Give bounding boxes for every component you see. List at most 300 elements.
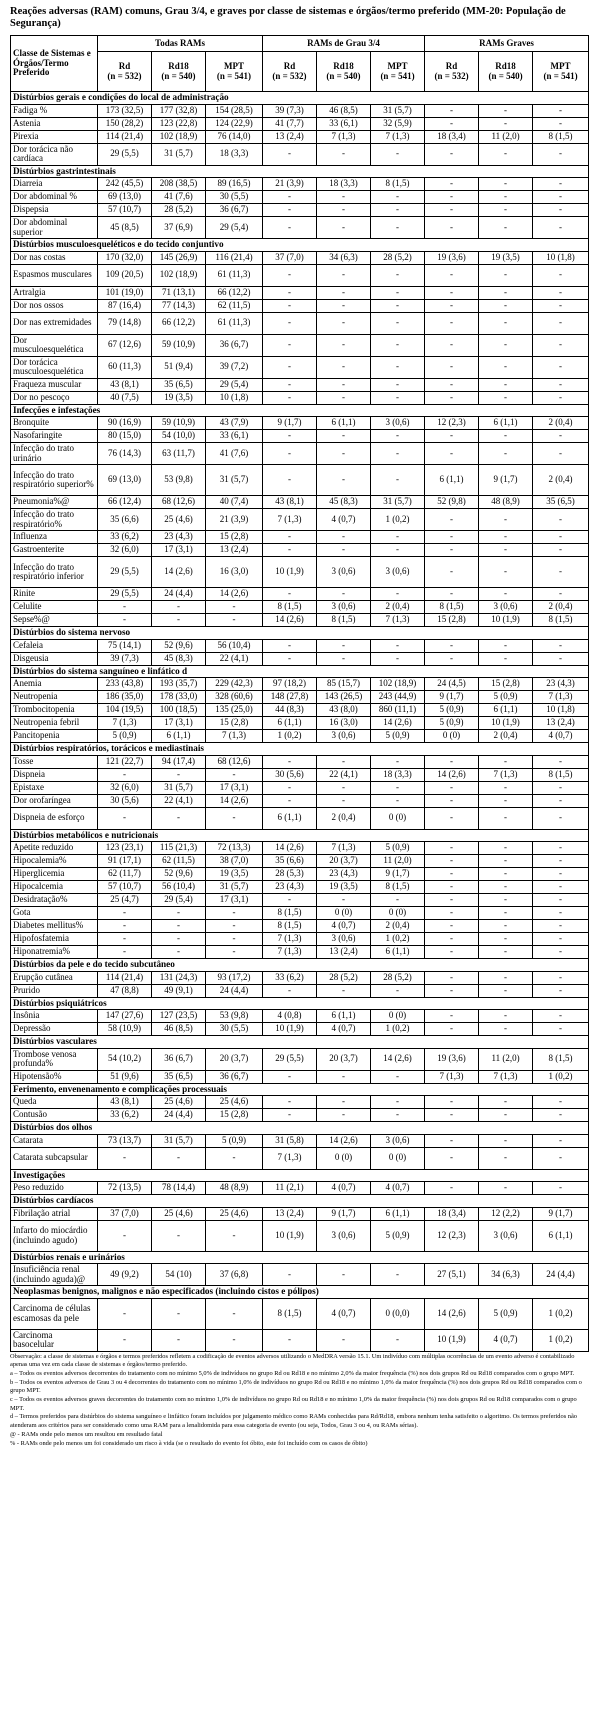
table-row — [11, 984, 589, 997]
value-cell: - — [533, 920, 589, 933]
value-cell: - — [425, 117, 479, 130]
value-cell: 28 (5,2) — [317, 971, 371, 984]
value-cell: - — [425, 652, 479, 665]
value-cell: 229 (42,3) — [206, 678, 263, 691]
value-cell: - — [479, 781, 533, 794]
table-row — [11, 443, 589, 465]
value-cell: - — [206, 601, 263, 614]
value-cell: - — [152, 601, 206, 614]
value-cell: - — [425, 920, 479, 933]
term-cell: Queda — [11, 1096, 98, 1109]
value-cell: 114 (21,4) — [98, 130, 152, 143]
value-cell: - — [533, 378, 589, 391]
value-cell: 5 (0,9) — [425, 704, 479, 717]
value-cell: 123 (23,1) — [98, 842, 152, 855]
value-cell: 10 (1,9) — [263, 1220, 317, 1251]
value-cell: 43 (8,1) — [263, 496, 317, 509]
value-cell: - — [425, 299, 479, 312]
value-cell: 6 (1,1) — [317, 417, 371, 430]
table-row — [11, 378, 589, 391]
value-cell: - — [533, 1023, 589, 1036]
value-cell: 24 (4,5) — [425, 678, 479, 691]
value-cell: 61 (11,3) — [206, 312, 263, 334]
value-cell: - — [263, 334, 317, 356]
value-cell: - — [206, 1298, 263, 1329]
value-cell: - — [317, 264, 371, 286]
value-cell: 36 (6,7) — [206, 334, 263, 356]
value-cell: 242 (45,5) — [98, 178, 152, 191]
value-cell: - — [425, 104, 479, 117]
value-cell: 10 (1,9) — [263, 1023, 317, 1036]
value-cell: - — [371, 286, 425, 299]
value-cell: - — [425, 378, 479, 391]
value-cell: 6 (1,1) — [263, 807, 317, 829]
value-cell: - — [317, 531, 371, 544]
value-cell: - — [425, 781, 479, 794]
value-cell: - — [317, 1070, 371, 1083]
value-cell: 41 (7,6) — [152, 191, 206, 204]
table-row — [11, 755, 589, 768]
term-cell: Epistaxe — [11, 781, 98, 794]
value-cell: 14 (2,6) — [425, 768, 479, 781]
value-cell: 8 (1,5) — [533, 768, 589, 781]
value-cell: 8 (1,5) — [263, 1298, 317, 1329]
value-cell: 6 (1,1) — [152, 730, 206, 743]
value-cell: 93 (17,2) — [206, 971, 263, 984]
section-title: Distúrbios cardíacos — [11, 1195, 589, 1208]
value-cell: 102 (18,9) — [152, 130, 206, 143]
value-cell: 37 (7,0) — [263, 251, 317, 264]
value-cell: 52 (9,8) — [425, 496, 479, 509]
table-row — [11, 601, 589, 614]
table-row — [11, 678, 589, 691]
value-cell: 193 (35,7) — [152, 678, 206, 691]
table-row — [11, 391, 589, 404]
value-cell: 47 (8,8) — [98, 984, 152, 997]
table-row — [11, 417, 589, 430]
value-cell: 4 (0,7) — [317, 1182, 371, 1195]
value-cell: 62 (11,5) — [206, 299, 263, 312]
value-cell: 0 (0) — [317, 1147, 371, 1169]
value-cell: - — [533, 1134, 589, 1147]
value-cell: 29 (5,5) — [98, 557, 152, 588]
value-cell: 90 (16,9) — [98, 417, 152, 430]
term-cell: Erupção cutânea — [11, 971, 98, 984]
value-cell: 23 (4,3) — [533, 678, 589, 691]
value-cell: 31 (5,7) — [371, 496, 425, 509]
term-cell: Infecção do trato respiratório inferior — [11, 557, 98, 588]
value-cell: - — [425, 312, 479, 334]
value-cell: 6 (1,1) — [263, 717, 317, 730]
value-cell: 1 (0,2) — [533, 1298, 589, 1329]
value-cell: 35 (6,5) — [152, 378, 206, 391]
term-cell: Dor orofaríngea — [11, 794, 98, 807]
value-cell: - — [533, 334, 589, 356]
value-cell: 7 (1,3) — [479, 1070, 533, 1083]
value-cell: 25 (4,6) — [152, 1096, 206, 1109]
table-row — [11, 204, 589, 217]
value-cell: 147 (27,6) — [98, 1010, 152, 1023]
value-cell: - — [263, 1329, 317, 1351]
value-cell: 68 (12,6) — [152, 496, 206, 509]
value-cell: 25 (4,7) — [98, 894, 152, 907]
value-cell: - — [425, 855, 479, 868]
value-cell: 35 (6,5) — [152, 1070, 206, 1083]
value-cell: - — [317, 1329, 371, 1351]
value-cell: 4 (0,7) — [533, 730, 589, 743]
term-cell: Dor torácica não cardíaca — [11, 143, 98, 165]
value-cell: - — [425, 178, 479, 191]
value-cell: - — [425, 755, 479, 768]
value-cell: - — [371, 299, 425, 312]
section-header-row — [11, 1036, 589, 1049]
value-cell: 13 (2,4) — [317, 946, 371, 959]
value-cell: - — [479, 430, 533, 443]
table-row — [11, 946, 589, 959]
value-cell: - — [152, 920, 206, 933]
value-cell: - — [371, 1329, 425, 1351]
section-header-row — [11, 665, 589, 678]
value-cell: 5 (0,9) — [371, 730, 425, 743]
value-cell: 28 (5,3) — [263, 868, 317, 881]
value-cell: 72 (13,3) — [206, 842, 263, 855]
value-cell: - — [98, 614, 152, 627]
value-cell: 4 (0,7) — [317, 920, 371, 933]
value-cell: 52 (9,6) — [152, 868, 206, 881]
value-cell: 59 (10,9) — [152, 417, 206, 430]
value-cell: - — [425, 264, 479, 286]
value-cell: - — [479, 907, 533, 920]
value-cell: 32 (6,0) — [98, 781, 152, 794]
value-cell: 8 (1,5) — [533, 1048, 589, 1070]
value-cell: - — [533, 652, 589, 665]
value-cell: 73 (13,7) — [98, 1134, 152, 1147]
value-cell: 32 (5,9) — [371, 117, 425, 130]
term-cell: Cefaleia — [11, 639, 98, 652]
value-cell: - — [479, 1182, 533, 1195]
value-cell: 10 (1,9) — [425, 1329, 479, 1351]
value-cell: - — [206, 1329, 263, 1351]
value-cell: 23 (4,3) — [152, 531, 206, 544]
value-cell: - — [533, 1096, 589, 1109]
term-cell: Insuficiência renal (incluindo aguda)@ — [11, 1264, 98, 1286]
term-cell: Diarreia — [11, 178, 98, 191]
value-cell: - — [479, 191, 533, 204]
table-row — [11, 1298, 589, 1329]
value-cell: 11 (2,0) — [479, 1048, 533, 1070]
value-cell: 104 (19,5) — [98, 704, 152, 717]
table-row — [11, 691, 589, 704]
value-cell: 71 (13,1) — [152, 286, 206, 299]
value-cell: - — [533, 946, 589, 959]
value-cell: - — [371, 1264, 425, 1286]
value-cell: 11 (2,0) — [371, 855, 425, 868]
value-cell: 14 (2,6) — [371, 717, 425, 730]
table-row — [11, 868, 589, 881]
value-cell: 8 (1,5) — [263, 920, 317, 933]
value-cell: - — [533, 971, 589, 984]
section-header-row — [11, 1286, 589, 1299]
value-cell: 102 (18,9) — [152, 264, 206, 286]
value-cell: 145 (26,9) — [152, 251, 206, 264]
value-cell: 2 (0,4) — [479, 730, 533, 743]
value-cell: 2 (0,4) — [371, 920, 425, 933]
value-cell: 29 (5,4) — [206, 217, 263, 239]
term-cell: Dor nas extremidades — [11, 312, 98, 334]
value-cell: 0 (0) — [371, 807, 425, 829]
value-cell: - — [317, 755, 371, 768]
value-cell: 116 (21,4) — [206, 251, 263, 264]
value-cell: 54 (10) — [152, 1264, 206, 1286]
value-cell: 5 (0,9) — [479, 691, 533, 704]
value-cell: 35 (6,5) — [533, 496, 589, 509]
value-cell: 43 (7,9) — [206, 417, 263, 430]
term-cell: Fibrilação atrial — [11, 1207, 98, 1220]
table-row — [11, 1220, 589, 1251]
value-cell: - — [371, 1070, 425, 1083]
value-cell: - — [263, 1264, 317, 1286]
value-cell: 21 (3,9) — [206, 509, 263, 531]
value-cell: - — [425, 868, 479, 881]
value-cell: 20 (3,7) — [206, 1048, 263, 1070]
value-cell: - — [479, 104, 533, 117]
value-cell: - — [371, 264, 425, 286]
footnote: Observação: a classe de sistemas e órgãos e termos preferidos refletem a codificação de eventos adversos utilizando o MedDRA versão 15.1. Um indivíduo com múltiplas ocorrências de um evento adverso é contabilizado apenas uma vez em cada classe de sistemas e órgãos/termo preferido. — [10, 1352, 575, 1369]
value-cell: - — [479, 286, 533, 299]
value-cell: - — [533, 217, 589, 239]
value-cell: - — [479, 984, 533, 997]
value-cell: 91 (17,1) — [98, 855, 152, 868]
value-cell: - — [479, 1109, 533, 1122]
value-cell: 2 (0,4) — [533, 465, 589, 496]
value-cell: 75 (14,1) — [98, 639, 152, 652]
value-cell: 11 (2,0) — [479, 130, 533, 143]
value-cell: 23 (4,3) — [317, 868, 371, 881]
value-cell: - — [425, 1023, 479, 1036]
value-cell: 178 (33,0) — [152, 691, 206, 704]
value-cell: - — [533, 1147, 589, 1169]
section-title: Distúrbios dos olhos — [11, 1122, 589, 1135]
term-cell: Dor abdominal % — [11, 191, 98, 204]
value-cell: 0 (0) — [371, 1147, 425, 1169]
value-cell: - — [317, 286, 371, 299]
value-cell: - — [425, 894, 479, 907]
value-cell: - — [425, 1147, 479, 1169]
value-cell: - — [479, 842, 533, 855]
value-cell: 3 (0,6) — [371, 417, 425, 430]
value-cell: 0 (0) — [425, 730, 479, 743]
section-title: Distúrbios do sistema nervoso — [11, 627, 589, 640]
value-cell: 233 (43,8) — [98, 678, 152, 691]
value-cell: - — [533, 286, 589, 299]
term-cell: Pirexia — [11, 130, 98, 143]
value-cell: 1 (0,2) — [371, 933, 425, 946]
value-cell: - — [479, 356, 533, 378]
value-cell: 12 (2,3) — [425, 417, 479, 430]
value-cell: 94 (17,4) — [152, 755, 206, 768]
value-cell: 18 (3,3) — [206, 143, 263, 165]
value-cell: 30 (5,5) — [206, 191, 263, 204]
value-cell: - — [425, 1182, 479, 1195]
value-cell: - — [425, 191, 479, 204]
term-cell: Depressão — [11, 1023, 98, 1036]
value-cell: - — [425, 971, 479, 984]
value-cell: - — [263, 531, 317, 544]
value-cell: - — [533, 143, 589, 165]
term-cell: Astenia — [11, 117, 98, 130]
value-cell: - — [152, 614, 206, 627]
value-cell: 5 (0,9) — [98, 730, 152, 743]
value-cell: 46 (8,5) — [317, 104, 371, 117]
value-cell: - — [371, 356, 425, 378]
value-cell: 14 (2,6) — [425, 1298, 479, 1329]
value-cell: - — [98, 807, 152, 829]
value-cell: 44 (8,3) — [263, 704, 317, 717]
value-cell: - — [317, 312, 371, 334]
table-row — [11, 430, 589, 443]
header-group-serious: RAMs Graves — [425, 36, 589, 52]
term-cell: Apetite reduzido — [11, 842, 98, 855]
value-cell: - — [152, 1329, 206, 1351]
value-cell: - — [425, 933, 479, 946]
table-row — [11, 217, 589, 239]
value-cell: 860 (11,1) — [371, 704, 425, 717]
value-cell: - — [533, 191, 589, 204]
value-cell: 19 (3,5) — [479, 251, 533, 264]
section-header-row — [11, 239, 589, 252]
table-row — [11, 881, 589, 894]
value-cell: - — [479, 652, 533, 665]
value-cell: 49 (9,2) — [98, 1264, 152, 1286]
value-cell: - — [425, 443, 479, 465]
value-cell: - — [98, 1329, 152, 1351]
value-cell: - — [206, 907, 263, 920]
value-cell: - — [371, 588, 425, 601]
value-cell: 78 (14,4) — [152, 1182, 206, 1195]
term-cell: Insônia — [11, 1010, 98, 1023]
value-cell: 2 (0,4) — [533, 417, 589, 430]
value-cell: - — [425, 143, 479, 165]
value-cell: 66 (12,4) — [98, 496, 152, 509]
value-cell: 7 (1,3) — [371, 130, 425, 143]
header-group-grade34: RAMs de Grau 3/4 — [263, 36, 425, 52]
value-cell: 3 (0,6) — [371, 557, 425, 588]
header-arm-mpt: MPT (n = 541) — [371, 52, 425, 92]
value-cell: - — [263, 299, 317, 312]
value-cell: 6 (1,1) — [479, 417, 533, 430]
table-row — [11, 178, 589, 191]
header-arm-mpt: MPT (n = 541) — [533, 52, 589, 92]
value-cell: 39 (7,2) — [206, 356, 263, 378]
value-cell: 7 (1,3) — [425, 1070, 479, 1083]
value-cell: 56 (10,4) — [206, 639, 263, 652]
value-cell: - — [425, 334, 479, 356]
table-row — [11, 933, 589, 946]
value-cell: 69 (13,0) — [98, 191, 152, 204]
value-cell: 54 (10,2) — [98, 1048, 152, 1070]
value-cell: 13 (2,4) — [263, 130, 317, 143]
value-cell: - — [479, 855, 533, 868]
value-cell: - — [533, 299, 589, 312]
value-cell: - — [98, 907, 152, 920]
value-cell: 13 (2,4) — [533, 717, 589, 730]
value-cell: 53 (9,8) — [152, 465, 206, 496]
value-cell: - — [533, 509, 589, 531]
term-cell: Hiperglicemia — [11, 868, 98, 881]
header-arm-rd18: Rd18 (n = 540) — [317, 52, 371, 92]
value-cell: 154 (28,5) — [206, 104, 263, 117]
table-row — [11, 531, 589, 544]
value-cell: 24 (4,4) — [152, 588, 206, 601]
value-cell: - — [425, 1096, 479, 1109]
value-cell: - — [98, 946, 152, 959]
value-cell: 31 (5,7) — [371, 104, 425, 117]
value-cell: - — [98, 920, 152, 933]
value-cell: 59 (10,9) — [152, 334, 206, 356]
table-row — [11, 1182, 589, 1195]
value-cell: - — [371, 894, 425, 907]
term-cell: Pancitopenia — [11, 730, 98, 743]
value-cell: - — [533, 312, 589, 334]
value-cell: 97 (18,2) — [263, 678, 317, 691]
value-cell: - — [425, 881, 479, 894]
value-cell: 109 (20,5) — [98, 264, 152, 286]
value-cell: 3 (0,6) — [317, 933, 371, 946]
value-cell: 14 (2,6) — [206, 588, 263, 601]
value-cell: - — [152, 1298, 206, 1329]
value-cell: 53 (9,8) — [206, 1010, 263, 1023]
value-cell: 28 (5,2) — [152, 204, 206, 217]
table-row — [11, 496, 589, 509]
value-cell: 34 (6,3) — [479, 1264, 533, 1286]
value-cell: 208 (38,5) — [152, 178, 206, 191]
value-cell: - — [479, 334, 533, 356]
section-title: Distúrbios musculoesqueléticos e do tecido conjuntivo — [11, 239, 589, 252]
value-cell: 25 (4,6) — [206, 1207, 263, 1220]
table-row — [11, 1070, 589, 1083]
value-cell: - — [263, 430, 317, 443]
table-row — [11, 1264, 589, 1286]
value-cell: 127 (23,5) — [152, 1010, 206, 1023]
header-arm-rd18: Rd18 (n = 540) — [479, 52, 533, 92]
term-cell: Bronquite — [11, 417, 98, 430]
value-cell: 48 (8,9) — [206, 1182, 263, 1195]
value-cell: 30 (5,6) — [263, 768, 317, 781]
value-cell: 6 (1,1) — [371, 1207, 425, 1220]
section-header-row — [11, 743, 589, 756]
value-cell: 10 (1,8) — [533, 251, 589, 264]
value-cell: 5 (0,9) — [206, 1134, 263, 1147]
value-cell: 5 (0,9) — [479, 1298, 533, 1329]
value-cell: - — [98, 601, 152, 614]
value-cell: 10 (1,9) — [479, 717, 533, 730]
value-cell: - — [263, 378, 317, 391]
value-cell: 14 (2,6) — [371, 1048, 425, 1070]
value-cell: 16 (3,0) — [206, 557, 263, 588]
value-cell: - — [371, 794, 425, 807]
value-cell: - — [263, 894, 317, 907]
value-cell: - — [425, 391, 479, 404]
value-cell: - — [533, 1182, 589, 1195]
value-cell: 8 (1,5) — [371, 881, 425, 894]
value-cell: 19 (3,6) — [425, 1048, 479, 1070]
value-cell: 31 (5,8) — [263, 1134, 317, 1147]
term-cell: Gota — [11, 907, 98, 920]
value-cell: 54 (10,0) — [152, 430, 206, 443]
value-cell: 186 (35,0) — [98, 691, 152, 704]
value-cell: 89 (16,5) — [206, 178, 263, 191]
value-cell: 5 (0,9) — [371, 842, 425, 855]
